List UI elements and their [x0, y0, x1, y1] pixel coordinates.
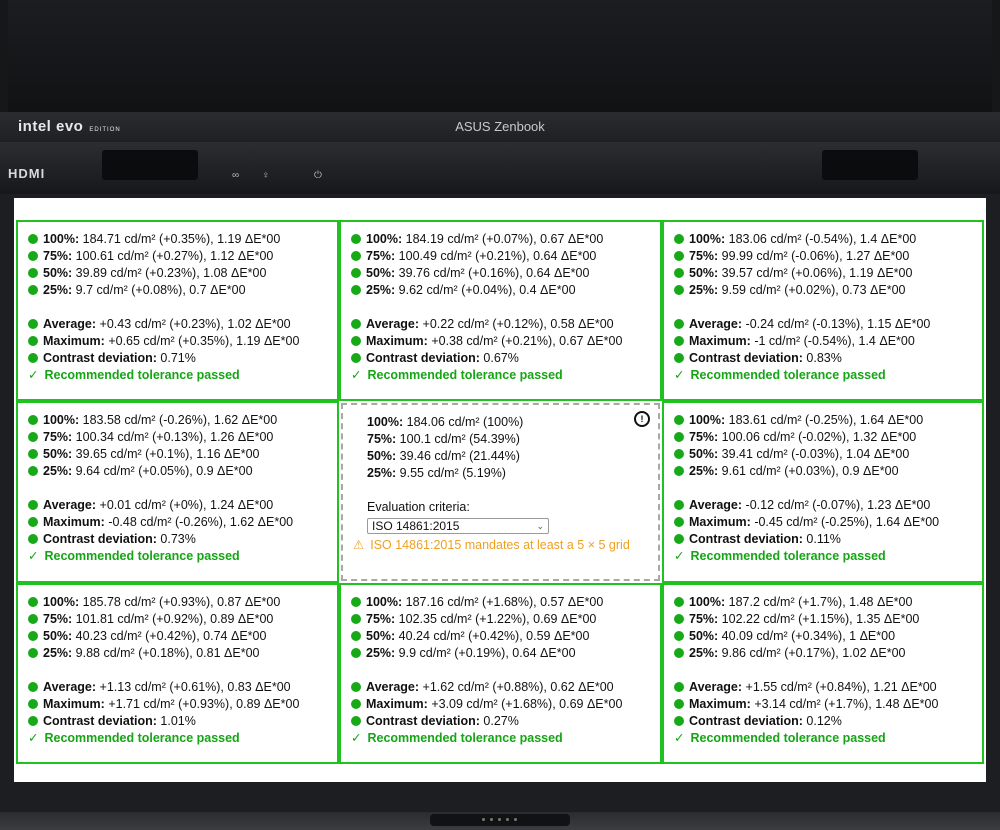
- grid-cell-middle-right: [662, 401, 984, 583]
- status-dot-icon: [28, 517, 38, 527]
- status-dot-icon: [28, 466, 38, 476]
- status-dot-icon: [674, 432, 684, 442]
- row-25: 25%: 9.7 cd/m² (+0.08%), 0.7 ΔE*00: [28, 282, 337, 299]
- status-dot-icon: [351, 648, 361, 658]
- hinge-bar-left: [102, 150, 198, 180]
- pass-status: ✓ Recommended tolerance passed: [351, 368, 563, 382]
- status-dot-icon: [674, 234, 684, 244]
- row-average: Average: +0.01 cd/m² (+0%), 1.24 ΔE*00: [28, 497, 337, 514]
- laptop-lid: [0, 0, 1000, 120]
- row-average: Average: +0.22 cd/m² (+0.12%), 0.58 ΔE*00: [351, 316, 660, 333]
- status-dot-icon: [351, 597, 361, 607]
- row-100: 100%: 183.61 cd/m² (-0.25%), 1.64 ΔE*00: [674, 412, 982, 429]
- status-dot-icon: [28, 234, 38, 244]
- row-maximum: Maximum: -1 cd/m² (-0.54%), 1.4 ΔE*00: [674, 333, 982, 350]
- display-screen: [14, 198, 986, 782]
- row-50: 50%: 39.89 cd/m² (+0.23%), 1.08 ΔE*00: [28, 265, 337, 282]
- status-dot-icon: [674, 597, 684, 607]
- grid-cell-middle-left: [16, 401, 339, 583]
- pass-status: ✓ Recommended tolerance passed: [28, 731, 240, 745]
- pass-status: ✓ Recommended tolerance passed: [28, 368, 240, 382]
- status-dot-icon: [674, 614, 684, 624]
- ref-row-75: 75%: 100.1 cd/m² (54.39%): [367, 432, 520, 446]
- status-dot-icon: [28, 336, 38, 346]
- row-100: 100%: 184.71 cd/m² (+0.35%), 1.19 ΔE*00: [28, 231, 337, 248]
- status-dot-icon: [28, 268, 38, 278]
- grid-cell-top-left: [16, 220, 339, 401]
- row-average: Average: +1.13 cd/m² (+0.61%), 0.83 ΔE*00: [28, 679, 337, 696]
- grid-cell-bottom-right: [662, 583, 984, 764]
- link-icon: ∞: [232, 170, 240, 181]
- evaluation-criteria-select[interactable]: [367, 518, 549, 534]
- row-75: 75%: 100.06 cd/m² (-0.02%), 1.32 ΔE*00: [674, 429, 982, 446]
- status-dot-icon: [351, 336, 361, 346]
- status-dot-icon: [28, 285, 38, 295]
- hdmi-logo: HDMI: [8, 166, 46, 181]
- status-dot-icon: [28, 251, 38, 261]
- row-contrast: Contrast deviation: 0.67%: [351, 350, 660, 367]
- status-dot-icon: [674, 319, 684, 329]
- checkmark-icon: ✓: [351, 731, 362, 745]
- row-50: 50%: 40.24 cd/m² (+0.42%), 0.59 ΔE*00: [351, 628, 660, 645]
- row-75: 75%: 102.35 cd/m² (+1.22%), 0.69 ΔE*00: [351, 611, 660, 628]
- status-dot-icon: [674, 716, 684, 726]
- status-dot-icon: [674, 466, 684, 476]
- status-dot-icon: [351, 234, 361, 244]
- status-dot-icon: [28, 716, 38, 726]
- status-dot-icon: [28, 500, 38, 510]
- status-dot-icon: [351, 251, 361, 261]
- row-50: 50%: 40.09 cd/m² (+0.34%), 1 ΔE*00: [674, 628, 982, 645]
- checkmark-icon: ✓: [28, 549, 39, 563]
- checkmark-icon: ✓: [674, 368, 685, 382]
- checkmark-icon: ✓: [351, 368, 362, 382]
- row-contrast: Contrast deviation: 0.12%: [674, 713, 982, 730]
- bulb-icon: ♀: [262, 170, 270, 181]
- status-dot-icon: [674, 415, 684, 425]
- row-maximum: Maximum: +0.65 cd/m² (+0.35%), 1.19 ΔE*00: [28, 333, 337, 350]
- row-maximum: Maximum: -0.48 cd/m² (-0.26%), 1.62 ΔE*00: [28, 514, 337, 531]
- row-contrast: Contrast deviation: 0.83%: [674, 350, 982, 367]
- status-dot-icon: [351, 682, 361, 692]
- row-50: 50%: 39.76 cd/m² (+0.16%), 0.64 ΔE*00: [351, 265, 660, 282]
- status-dot-icon: [674, 268, 684, 278]
- model-label: ASUS Zenbook: [455, 119, 545, 134]
- row-maximum: Maximum: +0.38 cd/m² (+0.21%), 0.67 ΔE*00: [351, 333, 660, 350]
- evaluation-criteria-label: Evaluation criteria:: [367, 500, 470, 514]
- grid-size-warning: ⚠ ISO 14861:2015 mandates at least a 5 × 5 grid: [353, 538, 630, 552]
- grid-cell-top-center: [339, 220, 662, 401]
- pass-status: ✓ Recommended tolerance passed: [674, 731, 886, 745]
- row-100: 100%: 183.58 cd/m² (-0.26%), 1.62 ΔE*00: [28, 412, 337, 429]
- row-75: 75%: 100.61 cd/m² (+0.27%), 1.12 ΔE*00: [28, 248, 337, 265]
- checkmark-icon: ✓: [674, 731, 685, 745]
- status-dot-icon: [351, 614, 361, 624]
- row-75: 75%: 99.99 cd/m² (-0.06%), 1.27 ΔE*00: [674, 248, 982, 265]
- uniformity-grid: [16, 220, 984, 764]
- status-dot-icon: [674, 631, 684, 641]
- row-50: 50%: 39.57 cd/m² (+0.06%), 1.19 ΔE*00: [674, 265, 982, 282]
- lid-glass: [8, 0, 992, 112]
- status-dot-icon: [28, 319, 38, 329]
- row-75: 75%: 100.49 cd/m² (+0.21%), 0.64 ΔE*00: [351, 248, 660, 265]
- status-dot-icon: [28, 631, 38, 641]
- checkmark-icon: ✓: [28, 368, 39, 382]
- pass-status: ✓ Recommended tolerance passed: [351, 731, 563, 745]
- status-dot-icon: [351, 699, 361, 709]
- status-dot-icon: [351, 716, 361, 726]
- status-dot-icon: [674, 353, 684, 363]
- row-contrast: Contrast deviation: 1.01%: [28, 713, 337, 730]
- row-50: 50%: 39.65 cd/m² (+0.1%), 1.16 ΔE*00: [28, 446, 337, 463]
- status-dot-icon: [28, 597, 38, 607]
- row-25: 25%: 9.61 cd/m² (+0.03%), 0.9 ΔE*00: [674, 463, 982, 480]
- row-25: 25%: 9.62 cd/m² (+0.04%), 0.4 ΔE*00: [351, 282, 660, 299]
- ref-row-25: 25%: 9.55 cd/m² (5.19%): [367, 466, 506, 480]
- pass-status: ✓ Recommended tolerance passed: [674, 549, 886, 563]
- row-75: 75%: 102.22 cd/m² (+1.15%), 1.35 ΔE*00: [674, 611, 982, 628]
- status-dot-icon: [28, 353, 38, 363]
- status-dot-icon: [674, 648, 684, 658]
- row-100: 100%: 184.19 cd/m² (+0.07%), 0.67 ΔE*00: [351, 231, 660, 248]
- status-dot-icon: [674, 517, 684, 527]
- status-dot-icon: [674, 336, 684, 346]
- checkmark-icon: ✓: [674, 549, 685, 563]
- row-average: Average: +0.43 cd/m² (+0.23%), 1.02 ΔE*00: [28, 316, 337, 333]
- power-icon: ⏻: [314, 170, 322, 181]
- row-25: 25%: 9.86 cd/m² (+0.17%), 1.02 ΔE*00: [674, 645, 982, 662]
- row-50: 50%: 40.23 cd/m² (+0.42%), 0.74 ΔE*00: [28, 628, 337, 645]
- row-100: 100%: 185.78 cd/m² (+0.93%), 0.87 ΔE*00: [28, 594, 337, 611]
- status-dot-icon: [28, 534, 38, 544]
- row-75: 75%: 101.81 cd/m² (+0.92%), 0.89 ΔE*00: [28, 611, 337, 628]
- row-contrast: Contrast deviation: 0.73%: [28, 531, 337, 548]
- hinge-bar-right: [822, 150, 918, 180]
- row-25: 25%: 9.88 cd/m² (+0.18%), 0.81 ΔE*00: [28, 645, 337, 662]
- row-100: 100%: 187.2 cd/m² (+1.7%), 1.48 ΔE*00: [674, 594, 982, 611]
- pass-status: ✓ Recommended tolerance passed: [674, 368, 886, 382]
- row-maximum: Maximum: +3.09 cd/m² (+1.68%), 0.69 ΔE*00: [351, 696, 660, 713]
- status-dot-icon: [674, 285, 684, 295]
- row-100: 100%: 183.06 cd/m² (-0.54%), 1.4 ΔE*00: [674, 231, 982, 248]
- row-contrast: Contrast deviation: 0.71%: [28, 350, 337, 367]
- info-icon[interactable]: !: [634, 411, 650, 427]
- status-dot-icon: [28, 614, 38, 624]
- intel-brand: intel evo: [18, 118, 84, 135]
- status-dot-icon: [351, 319, 361, 329]
- status-dot-icon: [674, 534, 684, 544]
- chevron-down-icon: ⌄: [536, 521, 544, 531]
- grid-cell-top-right: [662, 220, 984, 401]
- status-dot-icon: [674, 682, 684, 692]
- status-dot-icon: [674, 251, 684, 261]
- intel-evo-badge: [18, 118, 136, 138]
- row-maximum: Maximum: +3.14 cd/m² (+1.7%), 1.48 ΔE*00: [674, 696, 982, 713]
- row-25: 25%: 9.64 cd/m² (+0.05%), 0.9 ΔE*00: [28, 463, 337, 480]
- row-contrast: Contrast deviation: 0.27%: [351, 713, 660, 730]
- row-maximum: Maximum: -0.45 cd/m² (-0.25%), 1.64 ΔE*00: [674, 514, 982, 531]
- grid-cell-center-reference: [341, 403, 660, 581]
- select-value: ISO 14861:2015: [372, 519, 460, 533]
- status-dot-icon: [28, 699, 38, 709]
- speaker-grille: [430, 814, 570, 826]
- row-maximum: Maximum: +1.71 cd/m² (+0.93%), 0.89 ΔE*00: [28, 696, 337, 713]
- checkmark-icon: ✓: [28, 731, 39, 745]
- ref-row-100: 100%: 184.06 cd/m² (100%): [367, 415, 524, 429]
- status-dot-icon: [674, 449, 684, 459]
- pass-status: ✓ Recommended tolerance passed: [28, 549, 240, 563]
- status-lights: [232, 170, 352, 184]
- status-dot-icon: [351, 285, 361, 295]
- warning-icon: ⚠: [353, 538, 365, 552]
- status-dot-icon: [351, 631, 361, 641]
- row-contrast: Contrast deviation: 0.11%: [674, 531, 982, 548]
- status-dot-icon: [28, 449, 38, 459]
- row-average: Average: +1.62 cd/m² (+0.88%), 0.62 ΔE*00: [351, 679, 660, 696]
- row-average: Average: +1.55 cd/m² (+0.84%), 1.21 ΔE*00: [674, 679, 982, 696]
- row-50: 50%: 39.41 cd/m² (-0.03%), 1.04 ΔE*00: [674, 446, 982, 463]
- intel-edition: EDITION: [89, 127, 121, 133]
- grid-cell-bottom-left: [16, 583, 339, 764]
- status-dot-icon: [28, 682, 38, 692]
- status-dot-icon: [351, 353, 361, 363]
- row-25: 25%: 9.59 cd/m² (+0.02%), 0.73 ΔE*00: [674, 282, 982, 299]
- status-dot-icon: [28, 415, 38, 425]
- status-dot-icon: [28, 648, 38, 658]
- status-dot-icon: [674, 699, 684, 709]
- status-dot-icon: [674, 500, 684, 510]
- row-average: Average: -0.12 cd/m² (-0.07%), 1.23 ΔE*00: [674, 497, 982, 514]
- row-100: 100%: 187.16 cd/m² (+1.68%), 0.57 ΔE*00: [351, 594, 660, 611]
- status-dot-icon: [351, 268, 361, 278]
- row-average: Average: -0.24 cd/m² (-0.13%), 1.15 ΔE*00: [674, 316, 982, 333]
- row-25: 25%: 9.9 cd/m² (+0.19%), 0.64 ΔE*00: [351, 645, 660, 662]
- status-dot-icon: [28, 432, 38, 442]
- grid-cell-bottom-center: [339, 583, 662, 764]
- row-75: 75%: 100.34 cd/m² (+0.13%), 1.26 ΔE*00: [28, 429, 337, 446]
- ref-row-50: 50%: 39.46 cd/m² (21.44%): [367, 449, 520, 463]
